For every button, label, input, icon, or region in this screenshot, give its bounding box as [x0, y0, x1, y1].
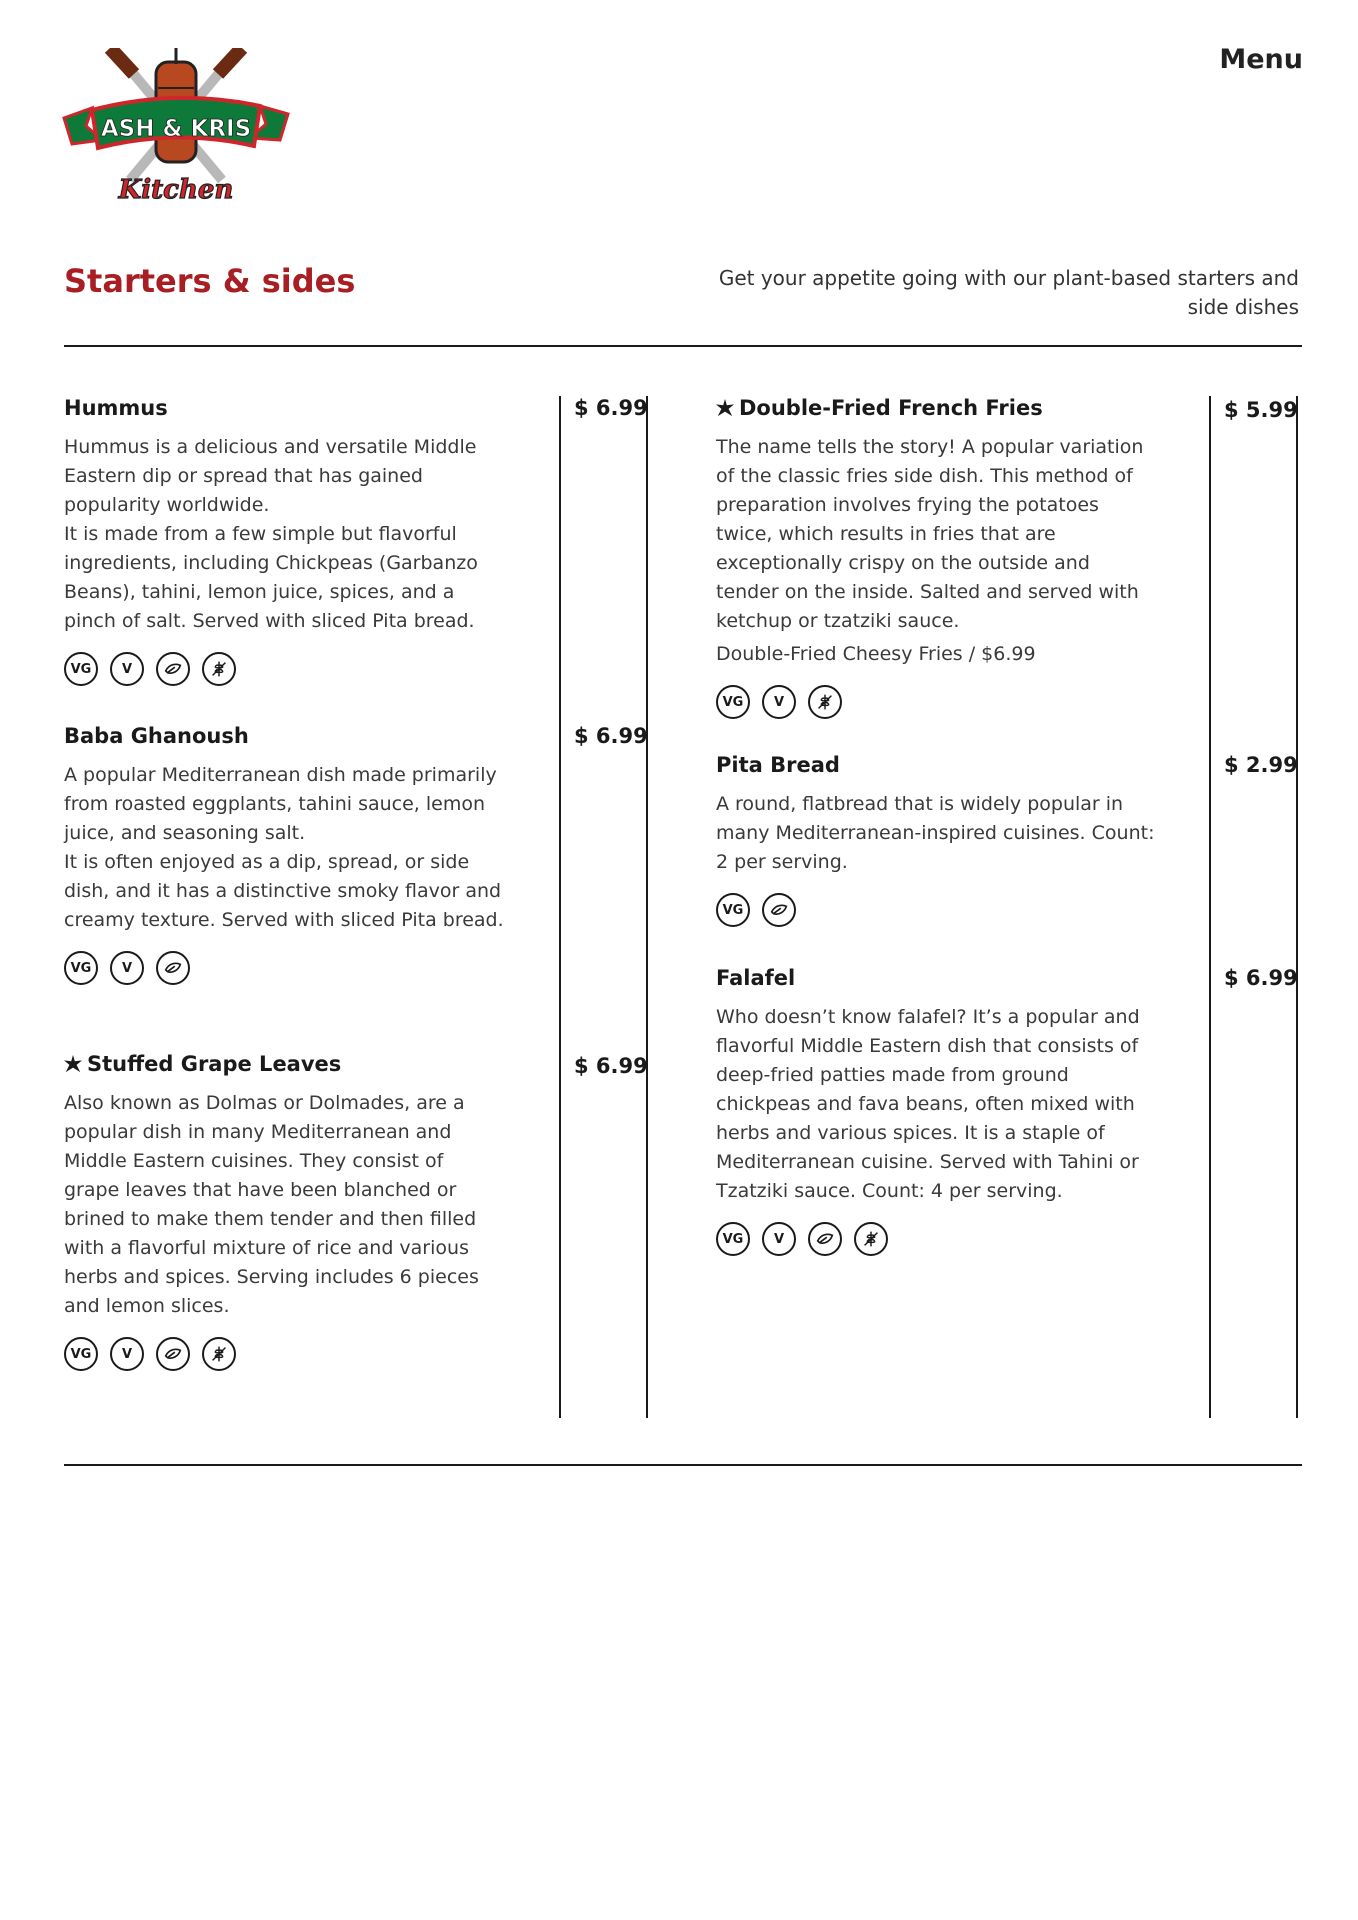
vegan-icon: VG: [64, 652, 98, 686]
menu-label: Menu: [1219, 44, 1303, 75]
menu-item-baba-ghanoush: [64, 724, 652, 1052]
item-description: Hummus is a delicious and versatile Middle Eastern dip or spread that has gained popularity worldwide. It is made from a few simple but flavorful ingredients, including Chickpeas (Garbanzo Beans), tahini, lemon juice, spices, and a pinch of salt. Served with sliced Pita bread.: [64, 436, 478, 632]
item-description: A round, flatbread that is widely popular in many Mediterranean-inspired cuisines. Count: 2 per serving.: [716, 793, 1155, 873]
vegan-icon: VG: [716, 685, 750, 719]
item-price: $ 6.99: [1224, 966, 1298, 990]
logo-text-line1: ASH & KRIS: [100, 116, 252, 142]
featured-star-icon: [716, 399, 734, 417]
logo-text-line2: Kitchen: [118, 175, 234, 205]
vegan-icon: VG: [64, 1337, 98, 1371]
leaf-icon: [156, 1337, 190, 1371]
menu-item-hummus: [64, 396, 652, 724]
menu-item-pita-bread: [716, 753, 1302, 966]
item-name: Falafel: [716, 966, 796, 990]
menu-item-double-fried-french-fries: [716, 396, 1302, 753]
diet-badges: [716, 685, 1302, 719]
top-divider: [64, 345, 1302, 347]
section-title: Starters & sides: [64, 262, 356, 300]
leaf-icon: [156, 951, 190, 985]
menu-item-stuffed-grape-leaves: [64, 1052, 652, 1371]
item-price: $ 6.99: [574, 1054, 648, 1078]
item-name: Baba Ghanoush: [64, 724, 249, 748]
vegetarian-icon: V: [110, 652, 144, 686]
item-name: Hummus: [64, 396, 168, 420]
menu-column-left: [64, 396, 652, 1371]
featured-star-icon: [64, 1055, 82, 1073]
item-price: $ 6.99: [574, 396, 648, 420]
item-price: $ 5.99: [1224, 398, 1298, 422]
item-price: $ 2.99: [1224, 753, 1298, 777]
item-name: Stuffed Grape Leaves: [64, 1052, 341, 1076]
item-variant: Double-Fried Cheesy Fries / $6.99: [716, 643, 1036, 665]
gluten-free-icon: [808, 685, 842, 719]
restaurant-logo: [62, 48, 290, 208]
menu-item-falafel: [716, 966, 1302, 1256]
gluten-free-icon: [202, 652, 236, 686]
vegan-icon: VG: [716, 1222, 750, 1256]
item-price: $ 6.99: [574, 724, 648, 748]
vegan-icon: VG: [64, 951, 98, 985]
vegan-icon: VG: [716, 893, 750, 927]
leaf-icon: [808, 1222, 842, 1256]
vegetarian-icon: V: [110, 951, 144, 985]
diet-badges: [716, 893, 1302, 927]
vegetarian-icon: V: [762, 1222, 796, 1256]
item-description: A popular Mediterranean dish made primarily from roasted eggplants, tahini sauce, lemon juice, and seasoning salt. It is often enjoyed as a dip, spread, or side dish, and it has a distinctive smoky flavor and creamy texture. Served with sliced Pita bread.: [64, 764, 504, 931]
diet-badges: [64, 652, 652, 686]
item-description: The name tells the story! A popular variation of the classic fries side dish. This method of preparation involves frying the potatoes twice, which results in fries that are exceptionally crispy on the outside and tender on the inside. Salted and served with ketchup or tzatziki sauce.: [716, 436, 1144, 632]
bottom-divider: [64, 1464, 1302, 1466]
leaf-icon: [762, 893, 796, 927]
item-name: Pita Bread: [716, 753, 840, 777]
item-description: Who doesn’t know falafel? It’s a popular and flavorful Middle Eastern dish that consists of deep-fried patties made from ground chickpeas and fava beans, often mixed with herbs and various spices. It is a staple of Mediterranean cuisine. Served with Tahini or Tzatziki sauce. Count: 4 per serving.: [716, 1006, 1140, 1202]
gluten-free-icon: [202, 1337, 236, 1371]
gluten-free-icon: [854, 1222, 888, 1256]
item-description: Also known as Dolmas or Dolmades, are a popular dish in many Mediterranean and Middle Eastern cuisines. They consist of grape leaves that have been blanched or brined to make them tender and then filled with a flavorful mixture of rice and various herbs and spices. Serving includes 6 pieces and lemon slices.: [64, 1092, 479, 1317]
diet-badges: [64, 951, 652, 985]
menu-column-right: [716, 396, 1302, 1256]
leaf-icon: [156, 652, 190, 686]
section-intro: Get your appetite going with our plant-based starters and side dishes: [718, 266, 1299, 319]
vegetarian-icon: V: [110, 1337, 144, 1371]
diet-badges: [64, 1337, 652, 1371]
diet-badges: [716, 1222, 1302, 1256]
item-name: Double-Fried French Fries: [716, 396, 1043, 420]
vegetarian-icon: V: [762, 685, 796, 719]
